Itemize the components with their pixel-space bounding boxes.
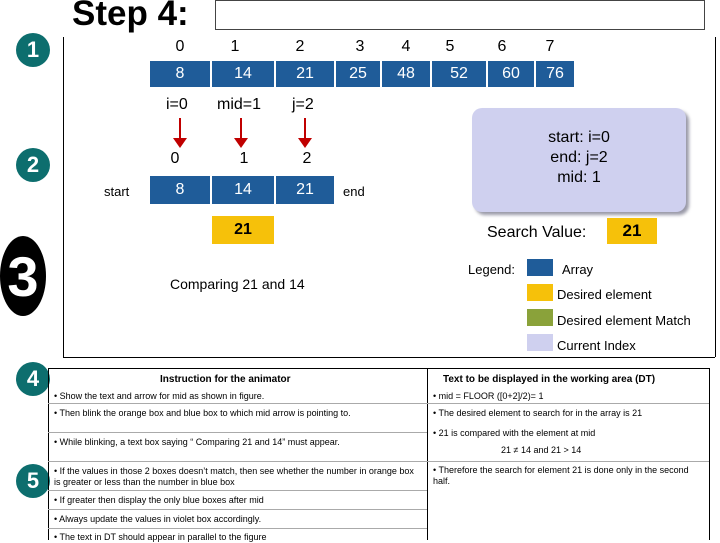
dt-item: • 21 is compared with the element at mid — [433, 428, 596, 438]
sub-array-cell: 8 — [150, 176, 210, 204]
instruction-item: • The text in DT should appear in parallel to the figure — [54, 532, 267, 542]
instruction-item: • Then blink the orange box and blue box to which mid arrow is pointing to. — [54, 408, 351, 418]
pointer-i-label: i=0 — [166, 96, 188, 113]
working-area-right-border — [715, 37, 716, 357]
pointer-j-label: j=2 — [292, 96, 314, 113]
array-index: 1 — [230, 38, 240, 55]
array-index: 5 — [445, 38, 455, 55]
step-1-badge: 1 — [16, 33, 50, 67]
page-title: Step 4: — [72, 0, 189, 33]
legend-label-desired: Desired element — [557, 287, 652, 302]
instruction-item: • Show the text and arrow for mid as shown in figure. — [54, 391, 265, 401]
table-divider — [427, 368, 428, 540]
desired-element-box: 21 — [212, 216, 274, 244]
row-divider — [427, 461, 709, 462]
legend-label-array: Array — [562, 262, 594, 277]
array-index: 4 — [401, 38, 411, 55]
step-4-badge: 4 — [16, 362, 50, 396]
array-cell: 60 — [488, 61, 534, 87]
array-cell: 14 — [212, 61, 274, 87]
instruction-item: • While blinking, a text box saying “ Comparing 21 and 14” must appear. — [54, 437, 340, 447]
dt-item: 21 ≠ 14 and 21 > 14 — [501, 445, 582, 455]
dt-header: Text to be displayed in the working area (DT) — [443, 374, 656, 385]
array-cell: 8 — [150, 61, 210, 87]
row-divider — [48, 432, 427, 433]
status-box — [472, 108, 686, 212]
legend-label-match: Desired element Match — [557, 313, 691, 328]
status-mid: mid: 1 — [557, 169, 601, 186]
legend-label-current: Current Index — [557, 338, 636, 353]
end-label: end — [343, 184, 365, 199]
legend-swatch-array — [527, 259, 553, 276]
legend-swatch-desired — [527, 284, 553, 301]
status-end: end: j=2 — [550, 149, 608, 166]
row-divider — [48, 509, 427, 510]
start-label: start — [104, 184, 130, 199]
sub-index: 0 — [170, 150, 180, 167]
array-index: 3 — [355, 38, 365, 55]
step-2-badge: 2 — [16, 148, 50, 182]
array-cell: 52 — [432, 61, 486, 87]
search-value-box: 21 — [607, 218, 657, 244]
row-divider — [48, 461, 427, 462]
array-index: 7 — [545, 38, 555, 55]
row-divider — [48, 403, 427, 404]
table-left-border — [48, 368, 49, 540]
comparing-text: Comparing 21 and 14 — [170, 276, 305, 292]
pointer-mid-label: mid=1 — [217, 96, 262, 113]
instruction-item: • If greater then display the only blue boxes after mid — [54, 495, 264, 505]
sub-array-cell: 14 — [212, 176, 274, 204]
array-cell: 25 — [336, 61, 380, 87]
status-start: start: i=0 — [548, 129, 610, 146]
instruction-item: • Always update the values in violet box accordingly. — [54, 514, 262, 524]
sub-array-cell: 21 — [276, 176, 334, 204]
sub-index: 2 — [302, 150, 312, 167]
legend-swatch-match — [527, 309, 553, 326]
table-right-border — [709, 368, 710, 540]
array-index: 2 — [295, 38, 305, 55]
search-label: Search Value: — [487, 224, 587, 241]
table-top-border — [48, 368, 710, 369]
array-cell: 21 — [276, 61, 334, 87]
instruction-header: Instruction for the animator — [160, 374, 291, 385]
instruction-item: • If the values in those 2 boxes doesn’t match, then see whether the number in orange box is greater or less than the number in blue box — [54, 466, 414, 487]
title-box — [215, 0, 705, 30]
dt-item: • mid = FLOOR ([0+2]/2)= 1 — [433, 391, 544, 401]
dt-item: • Therefore the search for element 21 is done only in the second half. — [433, 465, 689, 486]
array-index: 6 — [497, 38, 507, 55]
dt-item: • The desired element to search for in the array is 21 — [433, 408, 643, 418]
array-cell: 48 — [382, 61, 430, 87]
array-index: 0 — [175, 38, 185, 55]
sub-index: 1 — [239, 150, 249, 167]
array-cell: 76 — [536, 61, 574, 87]
legend-title: Legend: — [468, 262, 515, 277]
working-area-border — [63, 37, 64, 357]
row-divider — [427, 403, 709, 404]
row-divider — [48, 528, 427, 529]
step-5-badge: 5 — [16, 464, 50, 498]
row-divider — [48, 490, 427, 491]
step-3-badge: 3 — [0, 236, 46, 316]
legend-swatch-current — [527, 334, 553, 351]
working-area-bottom — [63, 357, 715, 358]
